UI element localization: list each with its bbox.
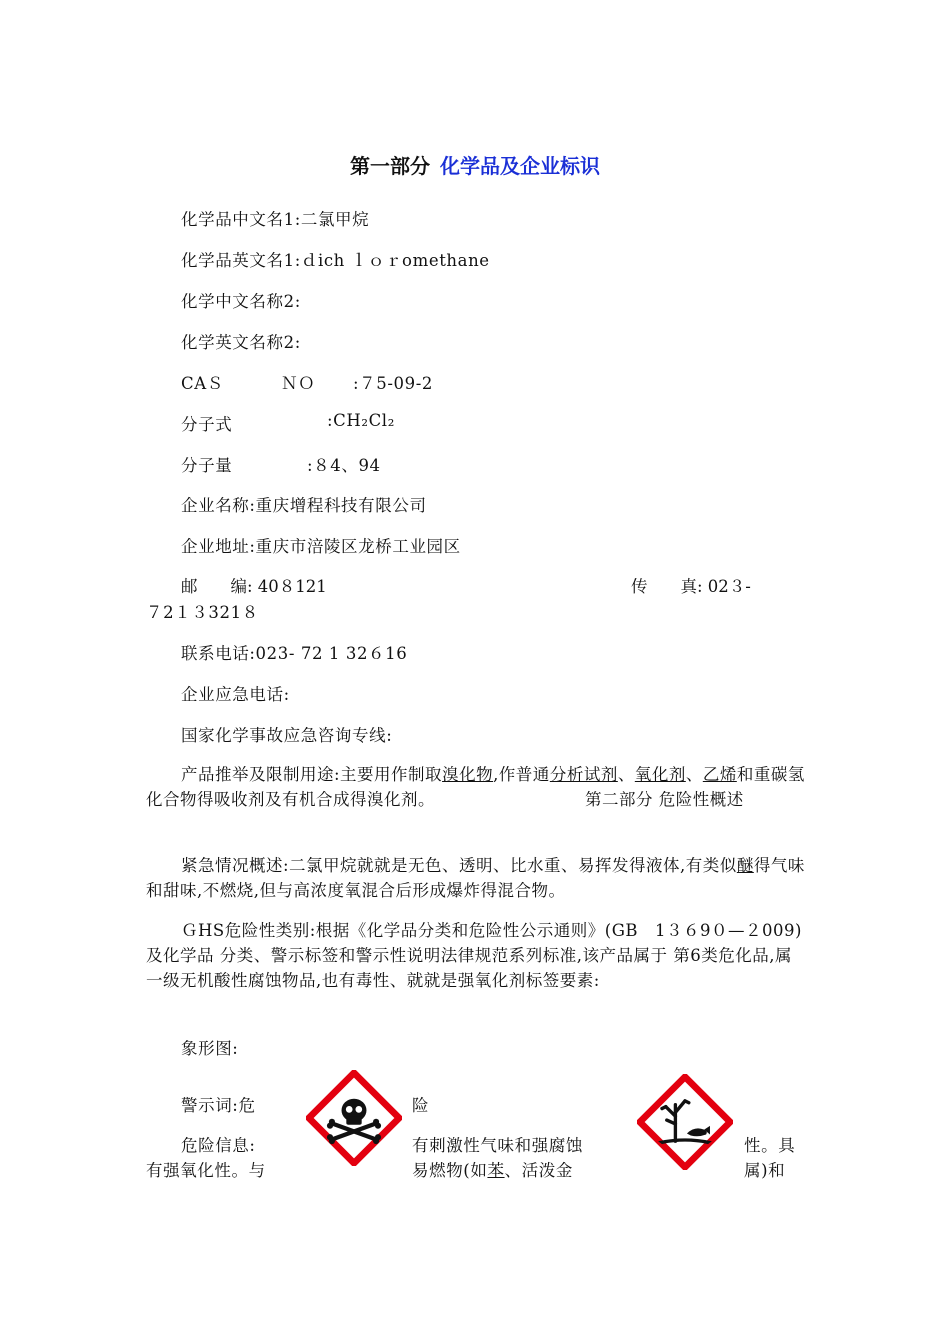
emergency-overview-paragraph [146, 853, 806, 903]
molecular-weight-row [181, 452, 381, 476]
usage-term-reagent: 分析试剂 [549, 765, 618, 784]
chinese-name-2: 化学中文名称2: [181, 292, 301, 311]
section-name: 化学品及企业标识 [440, 154, 600, 178]
hazard-term-benzene: 苯 [487, 1161, 505, 1180]
hazard-text-col3b: 属)和 [744, 1161, 786, 1180]
usage-text: 、 [685, 765, 703, 784]
postcode: 邮 编: 40８121 [181, 577, 327, 596]
national-hotline: 国家化学事故应急咨询专线: [181, 726, 393, 745]
hazard-text-col3: 性。具 [744, 1136, 796, 1155]
ghs-paragraph: ＧHS危险性类别:根据《化学品分类和危险性公示通则》(GB 1３６9０—２009)及化学品 分类、警示标签和警示性说明法律规范系列标准,该产品属于 第6类危化品,属一级无机酸性腐蚀物品,也有毒性、就就是强氧化剂标签要素: [146, 921, 802, 990]
hazard-text-col2b: 易燃物(如苯、活泼金 [412, 1161, 573, 1180]
usage-term-bromide: 溴化物 [442, 765, 494, 784]
cas-row [181, 370, 434, 394]
mw-value: :８4、94 [307, 456, 381, 475]
signal-word-tail: 险 [412, 1096, 430, 1115]
formula-row [181, 411, 395, 435]
fax-continued: ７2１３321８ [146, 603, 259, 622]
skull-crossbones-icon [306, 1070, 402, 1166]
usage-text: 和重碳氢化合物得吸收剂及有机合成得溴化剂。 [146, 765, 805, 809]
hazard-text-col2: 有刺激性气味和强腐蚀 [412, 1136, 583, 1155]
usage-text: ,作普通 [493, 765, 550, 784]
cas-no-label: ＮＯ [281, 374, 316, 393]
cas-value: :７5-09-2 [353, 374, 434, 393]
cas-label: CAＳ [181, 374, 224, 393]
hazard-label: 危险信息: [181, 1136, 256, 1155]
usage-text: 、 [617, 765, 635, 784]
mw-label: 分子量 [181, 456, 233, 475]
chinese-name-1: 化学品中文名1:二氯甲烷 [181, 210, 370, 229]
usage-term-ethylene: 乙烯 [702, 765, 737, 784]
emergency-phone: 企业应急电话: [181, 685, 290, 704]
company-name: 企业名称:重庆增程科技有限公司 [181, 496, 427, 515]
english-name-1: 化学品英文名1:ｄich ｌｏｒomethane [181, 251, 490, 270]
company-address: 企业地址:重庆市涪陵区龙桥工业园区 [181, 537, 461, 556]
pictogram-label: 象形图: [181, 1039, 239, 1058]
fax: 传 真: 02３- [631, 577, 751, 596]
english-name-2: 化学英文名称2: [181, 333, 301, 352]
hazard-text-col1b: 有强氧化性。与 [146, 1161, 266, 1180]
overview-term-ether: 醚 [736, 856, 754, 875]
overview-text: 紧急情况概述:二氯甲烷就就是无色、透明、比水重、易挥发得液体,有类似 [181, 856, 737, 875]
section-number: 第一部分 [350, 154, 430, 178]
formula-label: 分子式 [181, 415, 233, 434]
overview-text: 得气味和甜味,不燃烧,但与高浓度氧混合后形成爆炸得混合物。 [146, 856, 805, 900]
usage-text: 产品推举及限制用途:主要用作制取 [181, 765, 443, 784]
signal-word-label: 警示词:危 [181, 1096, 256, 1115]
phone: 联系电话:023- 72 1 32６16 [181, 644, 408, 663]
postcode-fax-row [181, 573, 801, 597]
usage-term-oxidant: 氧化剂 [634, 765, 686, 784]
environment-icon [637, 1074, 733, 1170]
section-title [0, 150, 950, 179]
usage-paragraph [146, 762, 806, 812]
formula-value: :CH₂Cl₂ [327, 411, 395, 430]
section-2-title: 第二部分 危险性概述 [585, 790, 744, 809]
